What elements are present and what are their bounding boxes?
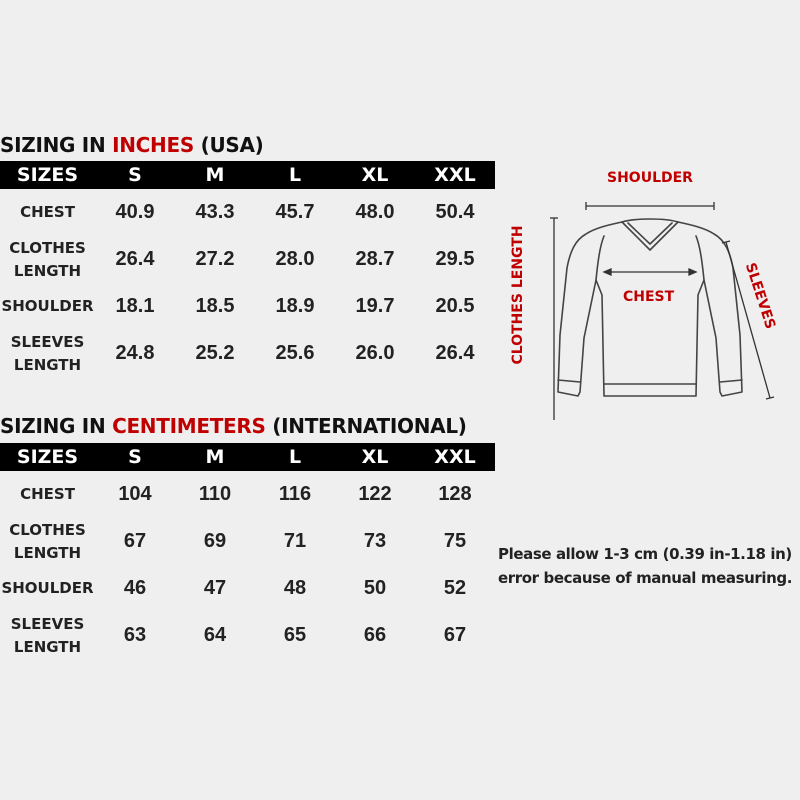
row-label: CLOTHES LENGTH (9, 520, 86, 562)
shoulder-label: SHOULDER (607, 170, 693, 186)
inches-title-suffix: (USA) (193, 133, 264, 157)
inches-title-highlight: INCHES (112, 133, 194, 157)
inches-size-table (0, 161, 495, 377)
table-cell: 19.7 (355, 295, 395, 317)
table-cell: 110 (198, 483, 232, 505)
table-cell: 67 (123, 530, 147, 552)
table-cell: 20.5 (435, 295, 475, 317)
table-cell: 26.4 (115, 248, 155, 270)
table-row-clothes-length (0, 236, 495, 283)
table-row-shoulder (0, 283, 495, 330)
row-label: CHEST (20, 203, 75, 221)
header-cell-xxl: XXL (415, 443, 495, 471)
cm-title-suffix: (INTERNATIONAL) (265, 414, 467, 438)
cm-title-highlight: CENTIMETERS (112, 414, 266, 438)
measurement-diagram (500, 160, 800, 420)
table-cell: 18.5 (195, 295, 235, 317)
table-cell: 25.2 (195, 342, 235, 364)
table-cell: 66 (363, 624, 387, 646)
table-cell: 104 (118, 483, 152, 505)
row-label: CHEST (20, 485, 75, 503)
table-cell: 18.1 (115, 295, 155, 317)
chest-label: CHEST (623, 289, 675, 305)
table-cell: 48 (283, 577, 307, 599)
measurement-note (498, 542, 800, 590)
table-cell: 63 (123, 624, 147, 646)
note-line-2: error because of manual measuring. (498, 569, 793, 587)
table-cell: 67 (443, 624, 467, 646)
cm-section-title (0, 414, 495, 438)
table-cell: 40.9 (115, 201, 155, 223)
table-cell: 65 (283, 624, 307, 646)
table-cell: 47 (203, 577, 227, 599)
table-row-sleeves-length (0, 612, 495, 659)
table-cell: 75 (443, 530, 467, 552)
header-cell-xxl: XXL (415, 161, 495, 189)
header-cell-xl: XL (335, 161, 415, 189)
table-cell: 28.0 (275, 248, 315, 270)
table-header-row (0, 443, 495, 471)
table-cell: 64 (203, 624, 227, 646)
table-row-clothes-length (0, 518, 495, 565)
table-cell: 69 (203, 530, 227, 552)
table-cell: 122 (358, 483, 392, 505)
cm-title-prefix: SIZING IN (0, 414, 113, 438)
row-label: SHOULDER (1, 579, 94, 597)
header-cell-m: M (175, 443, 255, 471)
sleeves-label: SLEEVES (741, 260, 779, 332)
header-cell-l: L (255, 443, 335, 471)
table-cell: 45.7 (275, 201, 315, 223)
table-cell: 48.0 (355, 201, 395, 223)
table-cell: 73 (363, 530, 387, 552)
table-cell: 43.3 (195, 201, 235, 223)
header-cell-s: S (95, 443, 175, 471)
header-cell-sizes: SIZES (0, 161, 95, 189)
header-cell-m: M (175, 161, 255, 189)
header-cell-s: S (95, 161, 175, 189)
row-label: SLEEVES LENGTH (10, 332, 85, 374)
table-cell: 71 (283, 530, 307, 552)
inches-section-title (0, 133, 495, 157)
header-cell-l: L (255, 161, 335, 189)
table-cell: 25.6 (275, 342, 315, 364)
table-row-shoulder (0, 565, 495, 612)
note-line-1: Please allow 1-3 cm (0.39 in-1.18 in) (498, 545, 792, 563)
row-label: SLEEVES LENGTH (10, 614, 85, 656)
table-cell: 26.4 (435, 342, 475, 364)
table-header-row (0, 161, 495, 189)
row-label: SHOULDER (1, 297, 94, 315)
table-cell: 29.5 (435, 248, 475, 270)
table-cell: 52 (443, 577, 467, 599)
inches-title-prefix: SIZING IN (0, 133, 113, 157)
table-cell: 46 (123, 577, 147, 599)
header-cell-sizes: SIZES (0, 443, 95, 471)
table-cell: 18.9 (275, 295, 315, 317)
table-cell: 116 (278, 483, 312, 505)
table-cell: 50.4 (435, 201, 475, 223)
clothes-length-label: CLOTHES LENGTH (510, 225, 526, 365)
table-row-chest (0, 189, 495, 236)
table-cell: 50 (363, 577, 387, 599)
table-row-chest (0, 471, 495, 518)
table-cell: 128 (438, 483, 472, 505)
table-cell: 24.8 (115, 342, 155, 364)
cm-size-table (0, 443, 495, 659)
table-cell: 26.0 (355, 342, 395, 364)
header-cell-xl: XL (335, 443, 415, 471)
row-label: CLOTHES LENGTH (9, 238, 86, 280)
table-cell: 28.7 (355, 248, 395, 270)
table-cell: 27.2 (195, 248, 235, 270)
table-row-sleeves-length (0, 330, 495, 377)
